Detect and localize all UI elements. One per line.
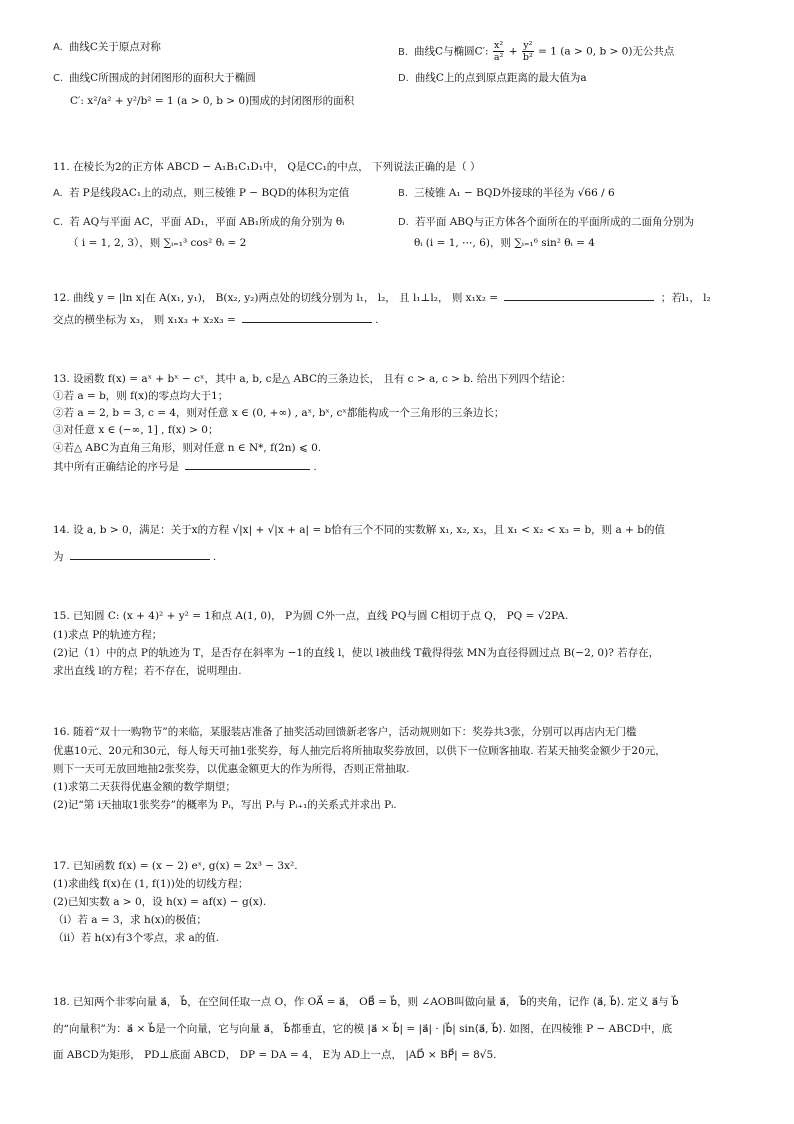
q14-line1: 14. 设 a, b > 0，满足：关于x的方程 √|x| + √|x + a| = b恰有三个不同的实数解 x₁, x₂, x₃，且 x₁ < x₂ < x₃ = b，则 a + b的值 [53, 524, 665, 536]
q15-line4: 求出直线 l的方程；若不存在，说明理由. [53, 665, 242, 677]
q18-line3: 面 ABCD为矩形， PD⊥底面 ABCD， DP = DA = 4， E为 AD上一点， |AD⃗ × BP⃗| = 8√5. [53, 1049, 497, 1061]
q11-option-c-line2: （ i = 1, 2, 3），则 ∑ᵢ₌₁³ cos² θᵢ = 2 [68, 237, 247, 249]
q16-line2: 优惠10元、20元和30元，每人每天可抽1张奖券，每人抽完后将所抽取奖券放回，以供下一位顾客抽取. 若某天抽奖金额少于20元， [53, 745, 666, 757]
option-label: B. [398, 46, 409, 58]
option-text: 曲线C关于原点对称 [68, 41, 161, 53]
q13-line4: ③对任意 x ∈ (−∞, 1] , f(x) > 0； [53, 424, 219, 436]
answer-blank[interactable] [504, 290, 654, 301]
q11-option-c [53, 215, 344, 230]
option-text: 曲线C上的点到原点距离的最大值为a [414, 72, 587, 84]
option-text-tail: = 1 (a > 0, b > 0)无公共点 [538, 45, 675, 58]
q17-line4: （i）若 a = 3，求 h(x)的极值； [53, 914, 207, 926]
q12-text-after: ；若l₁， l₂ [660, 292, 711, 304]
q13-line2: ①若 a = b，则 f(x)的零点均大于1； [53, 390, 229, 402]
option-label: D. [398, 73, 409, 84]
q17-line5: （ii）若 h(x)有3个零点，求 a的值. [53, 932, 220, 944]
q17-line3: (2)已知实数 a > 0，设 h(x) = af(x) − g(x). [53, 896, 267, 908]
q13-line6: 其中所有正确结论的序号是 . [53, 461, 317, 473]
q18-line1: 18. 已知两个非零向量 a⃗， b⃗，在空间任取一点 O，作 OA⃗ = a⃗， OB⃗ = b⃗，则 ∠AOB叫做向量 a⃗， b⃗的夹角，记作 ⟨a⃗, b⃗⟩. 定义 a⃗与 b⃗ [53, 996, 679, 1008]
q11-stem: 11. 在棱长为2的正方体 ABCD − A₁B₁C₁D₁中， Q是CC₁的中点， 下列说法正确的是（ ） [53, 161, 481, 173]
fraction: $\frac{\text{y²}}{\text{b²}}$ [522, 40, 533, 63]
q16-line3: 则下一天可无放回地抽2张奖券，以优惠金额更大的作为所得，否则正常抽取. [53, 763, 410, 775]
q13-line3: ②若 a = 2, b = 3, c = 4，则对任意 x ∈ (0, +∞) , aˣ, bˣ, cˣ都能构成一个三角形的三条边长； [53, 407, 505, 419]
q12-line2: 交点的横坐标为 x₃， 则 x₁x₃ + x₂x₃ = . [53, 314, 379, 326]
q12-text: 12. 曲线 y = |ln x|在 A(x₁, y₁)， B(x₂, y₂)两点处的切线分别为 l₁， l₂， 且 l₁⊥l₂， 则 x₁x₂ = [53, 292, 499, 304]
q13-text: 其中所有正确结论的序号是 [53, 461, 179, 473]
q11-option-a [53, 186, 349, 201]
q13-line5: ④若△ ABC为直角三角形，则对任意 n ∈ N*, f(2n) ⩽ 0. [53, 442, 322, 454]
q13-line1: 13. 设函数 f(x) = aˣ + bˣ − cˣ，其中 a, b, c是△ ABC的三条边长， 且有 c > a, c > b. 给出下列四个结论： [53, 373, 572, 385]
q12-text: 交点的横坐标为 x₃， 则 x₁x₃ + x₂x₃ = [53, 314, 236, 326]
q12-line1 [53, 290, 711, 305]
q15-line1: 15. 已知圆 C: (x + 4)² + y² = 1和点 A(1, 0)， P为圆 C外一点，直线 PQ与圆 C相切于点 Q， PQ = √2PA. [53, 610, 569, 622]
option-text: 若 P是线段AC₁上的动点，则三棱锥 P − BQD的体积为定值 [68, 187, 350, 199]
q17-line1: 17. 已知函数 f(x) = (x − 2) eˣ, g(x) = 2x³ − 3x². [53, 860, 298, 872]
q18-line2: 的“向量积”为：a⃗ × b⃗是一个向量，它与向量 a⃗， b⃗都垂直，它的模 |a⃗ × b⃗| = |a⃗| · |b⃗| sin⟨a⃗, b⃗⟩. 如图，在四棱锥 P − ABCD中，底 [53, 1023, 673, 1035]
q10-option-d [398, 71, 587, 86]
q10-option-b: B. 曲线C与椭圆C′: $\frac{\text{x²}}{\text{a²}}$ + $\frac{\text{y²}}{\text{b²}}$ = 1 (a > 0, b > 0)无公共点 [398, 40, 675, 63]
option-text: 曲线C所围成的封闭图形的面积大于椭圆 [69, 72, 256, 84]
q11-option-d [398, 215, 694, 230]
q10-option-a [53, 40, 161, 55]
option-label: A. [53, 42, 63, 53]
answer-blank[interactable] [70, 549, 210, 560]
q17-line2: (1)求曲线 f(x)在 (1, f(1))处的切线方程； [53, 878, 249, 890]
option-label: C. [53, 217, 64, 228]
option-label: B. [398, 188, 409, 199]
q11-option-d-line2: θᵢ (i = 1, ⋯, 6)，则 ∑ᵢ₌₁⁶ sin² θᵢ = 4 [414, 237, 595, 249]
option-text: 三棱锥 A₁ − BQD外接球的半径为 √66 / 6 [414, 187, 615, 199]
fraction: $\frac{\text{x²}}{\text{a²}}$ [493, 40, 504, 63]
q11-option-b [398, 186, 615, 201]
option-text: 曲线C与椭圆C′: [414, 45, 489, 58]
option-text: 若 AQ与平面 AC，平面 AD₁，平面 AB₁所成的角分别为 θᵢ [69, 216, 345, 228]
q10-option-c [53, 71, 256, 86]
option-label: A. [53, 188, 63, 199]
option-label: C. [53, 73, 64, 84]
q10-option-c-line2: C′: x²/a² + y²/b² = 1 (a > 0, b > 0)围成的封闭图形的面积 [70, 95, 355, 107]
q15-line3: (2)记（1）中的点 P的轨迹为 T，是否存在斜率为 −1的直线 l，使以 l被曲线 T截得得弦 MN为直径得圆过点 B(−2, 0)? 若存在， [53, 647, 660, 659]
option-label: D. [398, 217, 409, 228]
q15-line2: (1)求点 P的轨迹方程； [53, 629, 163, 641]
answer-blank[interactable] [242, 312, 372, 323]
q16-line4: (1)求第二天获得优惠金额的数学期望； [53, 781, 236, 793]
q16-line5: (2)记“第 i天抽取1张奖券”的概率为 Pᵢ，写出 Pᵢ与 Pᵢ₊₁的关系式并求出 Pᵢ. [53, 799, 397, 811]
answer-blank[interactable] [185, 459, 310, 470]
q14-line2: 为 . [53, 551, 217, 563]
q14-text: 为 [53, 551, 64, 563]
option-text: 若平面 ABQ与正方体各个面所在的平面所成的二面角分别为 [414, 216, 695, 228]
q16-line1: 16. 随着“双十一购物节”的来临，某服装店准备了抽奖活动回馈新老客户，活动规则如下：奖券共3张，分别可以再店内无门槛 [53, 726, 637, 738]
